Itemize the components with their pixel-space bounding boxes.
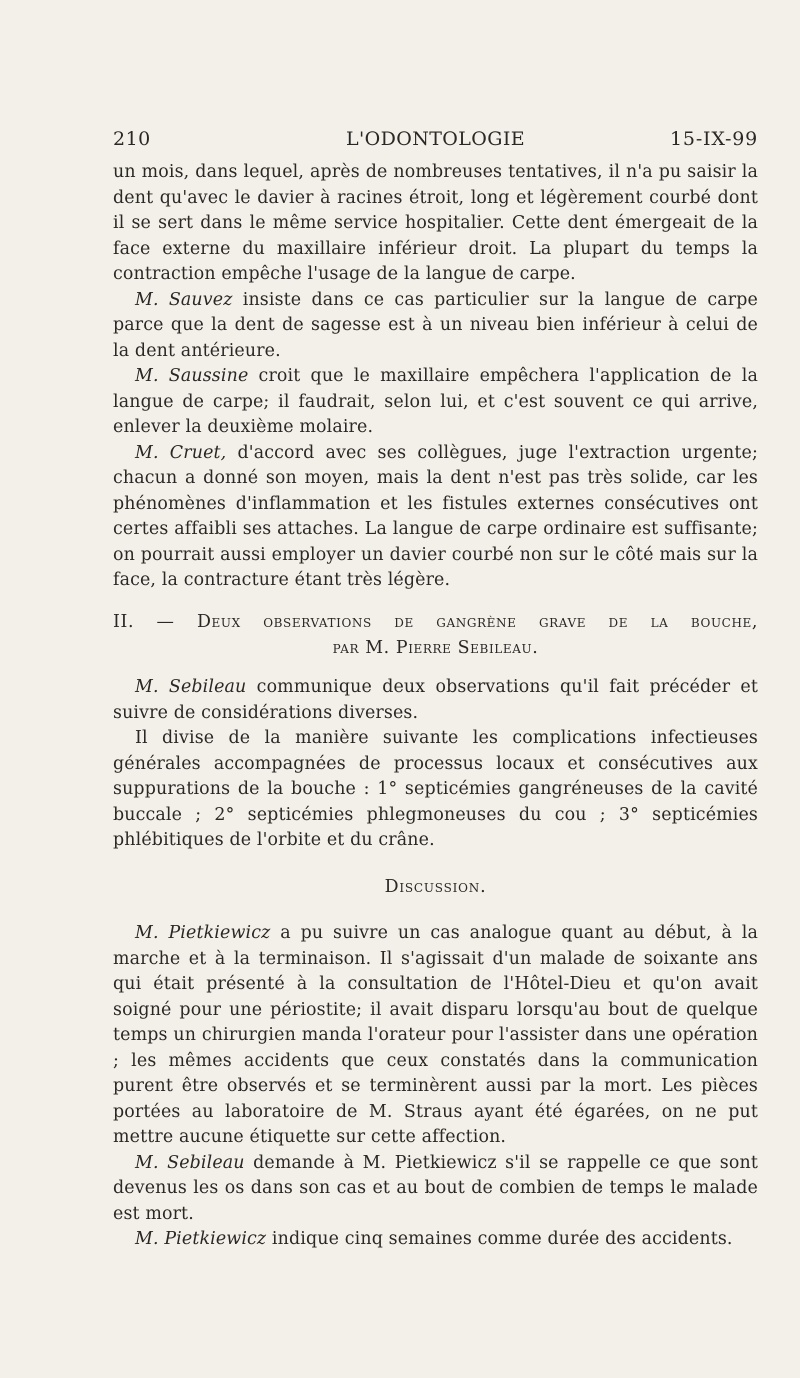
section-heading <box>113 610 758 661</box>
running-head <box>113 128 758 154</box>
paragraph <box>113 288 758 365</box>
section-heading-line-2: par M. Pierre Sebileau. <box>332 637 539 658</box>
paragraph-text: d'accord avec ses collègues, juge l'extraction urgente; chacun a donné son moyen, mais la dent n'est pas très solide, car les phénomènes d'inflammation et les fistules externes consécutives ont certes affaibli ses attaches. La langue de carpe ordinaire est suffisante; on pourrait aussi employer un davier courbé non sur le côté mais sur la face, la contracture étant très légère. <box>113 442 758 590</box>
section-body <box>113 675 758 854</box>
page-number: 210 <box>113 128 151 150</box>
discussion-heading: Discussion. <box>384 877 487 897</box>
paragraph: un mois, dans lequel, après de nombreuses tentatives, il n'a pu saisir la dent qu'avec le davier à racines étroit, long et légèrement courbé dont il se sert dans le même service hospitalier. Cette dent émergeait de la face externe du maxillaire inférieur droit. La plupart du temps la contraction empêche l'usage de la langue de carpe. <box>113 162 758 284</box>
paragraph <box>113 675 758 726</box>
paragraph <box>113 441 758 594</box>
speaker-name: M. Pietkiewicz <box>135 1229 267 1249</box>
speaker-name: M. Saussine <box>135 366 249 386</box>
speaker-name: M. Sebileau <box>135 677 247 697</box>
discussion-body <box>113 921 758 1253</box>
journal-title: L'ODONTOLOGIE <box>345 128 526 150</box>
speaker-name: M. Sauvez <box>135 289 233 310</box>
speaker-name: M. Cruet, <box>135 442 227 463</box>
issue-date: 15-IX-99 <box>670 128 758 150</box>
paragraph-text: communique deux observations qu'il fait précéder et suivre de considérations diverses. <box>113 677 758 723</box>
speaker-name: M. Pietkiewicz <box>135 923 271 943</box>
paragraph-text: indique cinq semaines comme durée des accidents. <box>266 1229 733 1249</box>
paragraph-text: a pu suivre un cas analogue quant au début, à la marche et à la terminaison. Il s'agissait d'un malade de soixante ans qui était présenté à la consultation de l'Hôtel-Dieu et qu'on avait soigné pour une périostite; il avait disparu lorsqu'au bout de quelque temps un chirurgien manda l'orateur pour l'assister dans une opération ; les mêmes accidents que ceux constatés dans la communication purent être observés et se terminèrent aussi par la mort. Les pièces portées au laboratoire de M. Straus ayant été égarées, on ne put mettre aucune étiquette sur cette affection. <box>113 923 759 1147</box>
paragraph: Il divise de la manière suivante les complications infectieuses générales accompagnées de processus locaux et consécutives aux suppurations de la bouche : 1° septicémies gangréneuses de la cavité buccale ; 2° septicémies phlegmoneuses du cou ; 3° septicémies phlébitiques de l'orbite et du crâne. <box>113 728 758 850</box>
discussion-continued <box>113 160 758 594</box>
paragraph-text: insiste dans ce cas particulier sur la langue de carpe parce que la dent de sagesse est à un niveau bien inférieur à celui de la dent antérieure. <box>113 289 758 361</box>
paragraph <box>113 1227 758 1253</box>
paragraph-text: demande à M. Pietkiewicz s'il se rappelle ce que sont devenus les os dans son cas et au bout de combien de temps le malade est mort. <box>113 1152 758 1224</box>
paragraph-text: croit que le maxillaire empêchera l'application de la langue de carpe; il faudrait, selon lui, et c'est souvent ce qui arrive, enlever la deuxième molaire. <box>113 366 758 437</box>
speaker-name: M. Sebileau <box>135 1152 245 1173</box>
paragraph <box>113 921 758 1151</box>
paragraph <box>113 364 758 441</box>
section-heading-line-1: II. — Deux observations de gangrène grave de la bouche, <box>113 612 758 632</box>
paragraph <box>113 1151 758 1228</box>
